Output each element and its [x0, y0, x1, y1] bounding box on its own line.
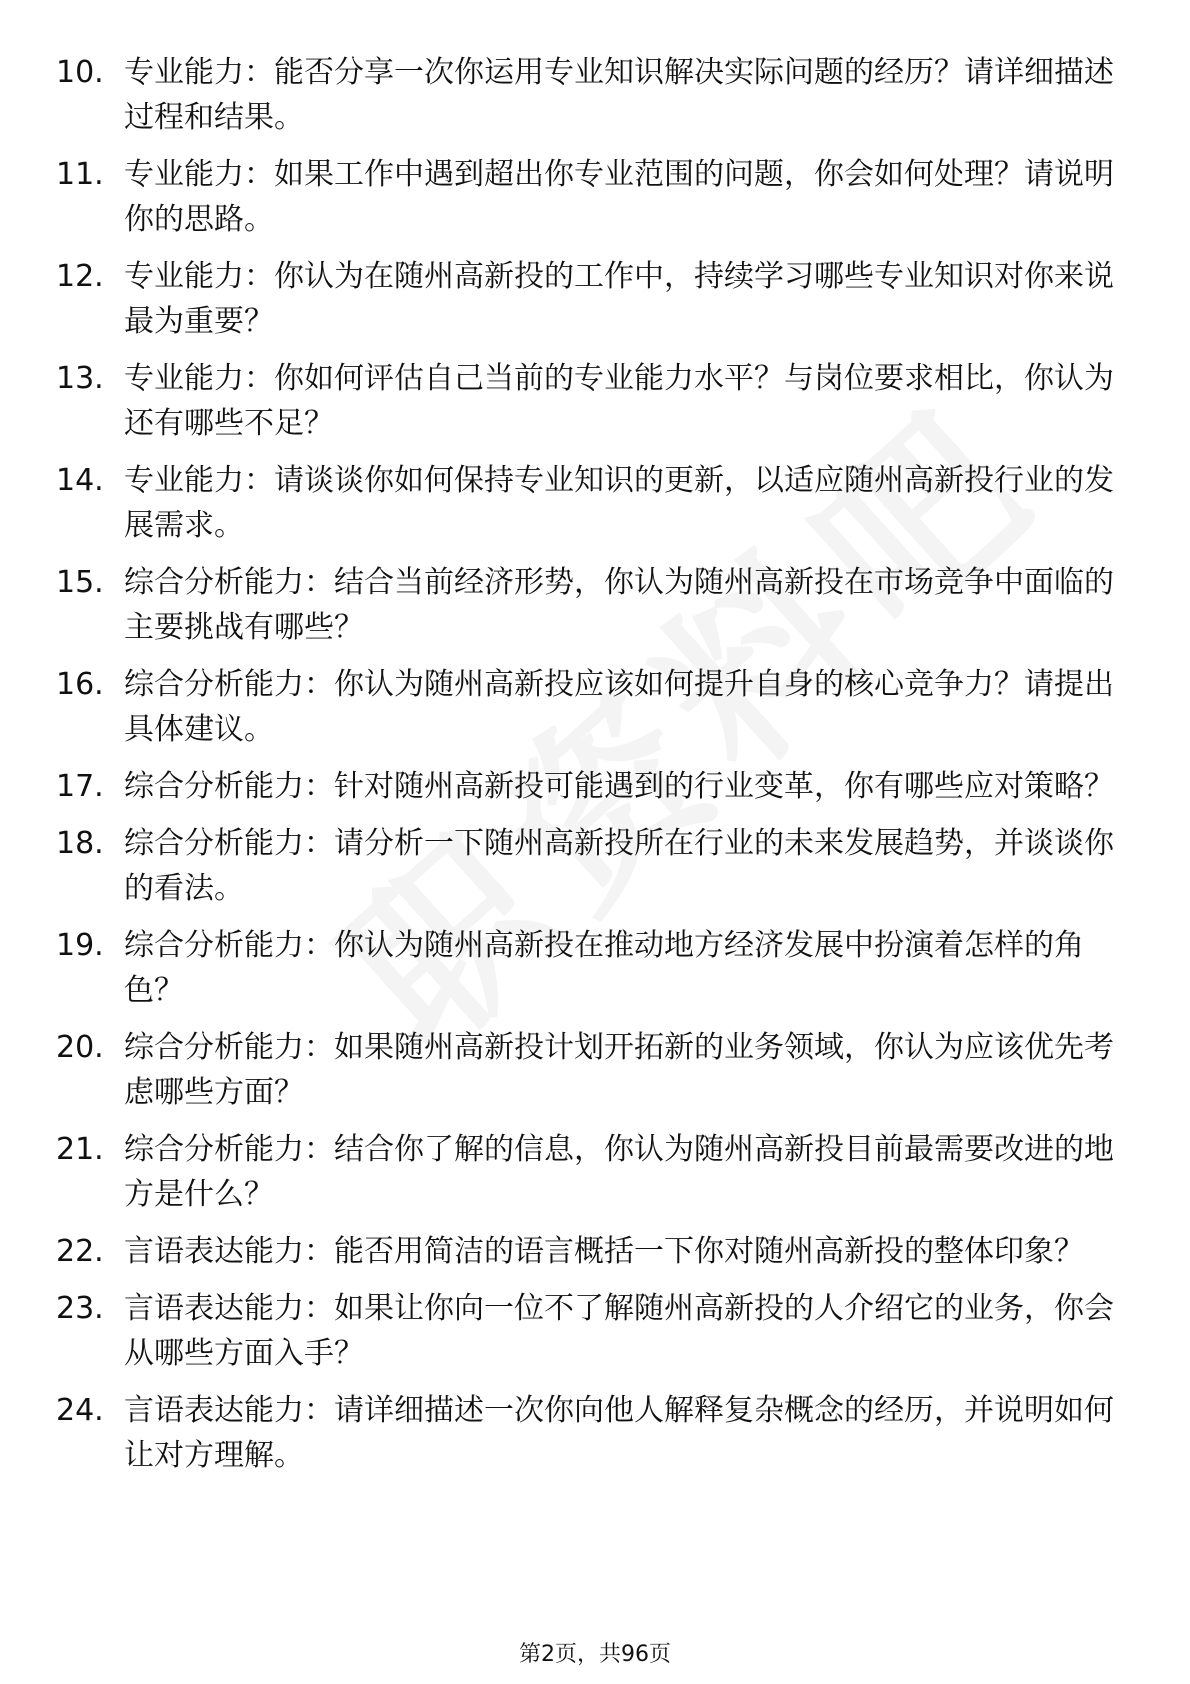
question-number: 10. — [56, 55, 104, 90]
question-number: 13. — [56, 361, 104, 396]
question-text: 专业能力：请谈谈你如何保持专业知识的更新，以适应随州高新投行业的发展需求。 — [124, 463, 1114, 543]
question-item — [56, 1388, 1136, 1478]
question-number: 21. — [56, 1132, 104, 1167]
question-text: 专业能力：你认为在随州高新投的工作中，持续学习哪些专业知识对你来说最为重要？ — [124, 259, 1114, 339]
question-text: 专业能力：你如何评估自己当前的专业能力水平？与岗位要求相比，你认为还有哪些不足？ — [124, 361, 1114, 441]
question-text: 综合分析能力：你认为随州高新投应该如何提升自身的核心竞争力？请提出具体建议。 — [124, 667, 1114, 747]
question-text: 专业能力：如果工作中遇到超出你专业范围的问题，你会如何处理？请说明你的思路。 — [124, 157, 1114, 237]
question-item — [56, 1229, 1136, 1274]
question-item — [56, 560, 1136, 650]
question-number: 12. — [56, 259, 104, 294]
question-item — [56, 662, 1136, 752]
question-item — [56, 1127, 1136, 1217]
question-number: 20. — [56, 1030, 104, 1065]
question-number: 24. — [56, 1393, 104, 1428]
question-item — [56, 1286, 1136, 1376]
question-item — [56, 923, 1136, 1013]
question-item — [56, 152, 1136, 242]
question-item — [56, 356, 1136, 446]
question-list — [56, 50, 1136, 1490]
question-number: 14. — [56, 463, 104, 498]
question-text: 综合分析能力：如果随州高新投计划开拓新的业务领域，你认为应该优先考虑哪些方面？ — [124, 1030, 1114, 1110]
question-item — [56, 458, 1136, 548]
question-number: 22. — [56, 1234, 104, 1269]
question-item — [56, 1025, 1136, 1115]
question-text: 综合分析能力：你认为随州高新投在推动地方经济发展中扮演着怎样的角色？ — [124, 928, 1084, 1008]
question-item — [56, 764, 1136, 809]
page-number-label: 第2页，共96页 — [519, 1642, 671, 1667]
question-text: 综合分析能力：结合你了解的信息，你认为随州高新投目前最需要改进的地方是什么？ — [124, 1132, 1114, 1212]
question-number: 17. — [56, 769, 104, 804]
question-number: 15. — [56, 565, 104, 600]
question-text: 言语表达能力：能否用简洁的语言概括一下你对随州高新投的整体印象？ — [124, 1234, 1084, 1269]
question-text: 综合分析能力：请分析一下随州高新投所在行业的未来发展趋势，并谈谈你的看法。 — [124, 826, 1114, 906]
question-number: 23. — [56, 1291, 104, 1326]
question-text: 综合分析能力：结合当前经济形势，你认为随州高新投在市场竞争中面临的主要挑战有哪些？ — [124, 565, 1114, 645]
question-number: 16. — [56, 667, 104, 702]
question-text: 专业能力：能否分享一次你运用专业知识解决实际问题的经历？请详细描述过程和结果。 — [124, 55, 1114, 135]
question-text: 言语表达能力：请详细描述一次你向他人解释复杂概念的经历，并说明如何让对方理解。 — [124, 1393, 1114, 1473]
question-item — [56, 821, 1136, 911]
page-footer — [0, 1640, 1190, 1670]
question-number: 18. — [56, 826, 104, 861]
question-number: 11. — [56, 157, 104, 192]
question-number: 19. — [56, 928, 104, 963]
question-text: 综合分析能力：针对随州高新投可能遇到的行业变革，你有哪些应对策略？ — [124, 769, 1114, 804]
question-item — [56, 50, 1136, 140]
question-text: 言语表达能力：如果让你向一位不了解随州高新投的人介绍它的业务，你会从哪些方面入手？ — [124, 1291, 1114, 1371]
question-item — [56, 254, 1136, 344]
